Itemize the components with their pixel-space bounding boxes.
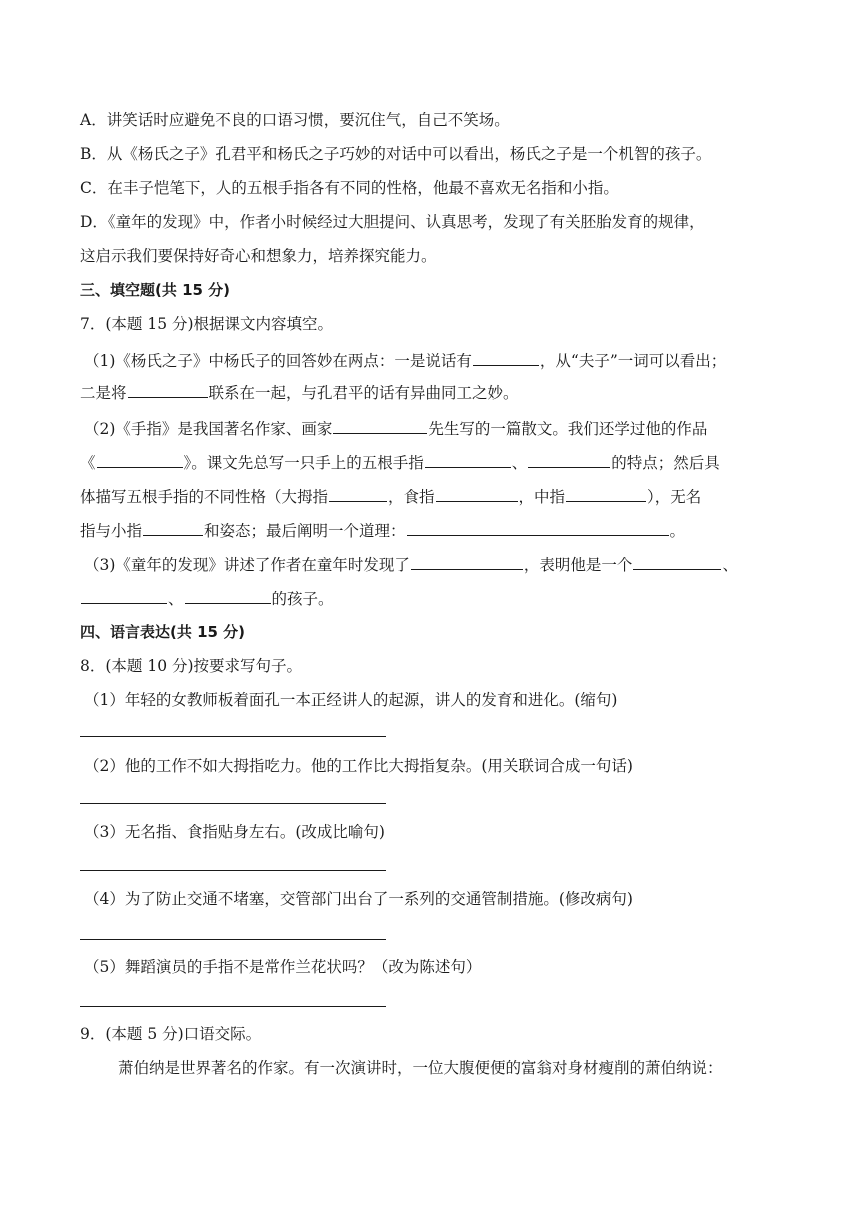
- fill-blank[interactable]: [97, 452, 183, 468]
- section-4-title: 四、语言表达(共 15 分): [80, 623, 246, 641]
- fill-blank[interactable]: [329, 486, 387, 502]
- q8-item-4: （4）为了防止交通不堵塞，交管部门出台了一系列的交通管制措施。(修改病句): [84, 890, 633, 908]
- q7-part2-line4: 指与小指 和姿态；最后阐明一个道理： 。: [80, 522, 686, 540]
- q7-part2-line2: 《 》。课文先总写一只手上的五根手指 、 的特点；然后具: [80, 454, 720, 472]
- option-b: B．从《杨氏之子》孔君平和杨氏之子巧妙的对话中可以看出，杨氏之子是一个机智的孩子。: [80, 145, 712, 163]
- fill-blank[interactable]: [81, 588, 167, 604]
- fill-blank[interactable]: [333, 418, 427, 434]
- q8-item-5: （5）舞蹈演员的手指不是常作兰花状吗？（改为陈述句）: [84, 958, 482, 976]
- q7-part1-line2: 二是将 联系在一起，与孔君平的话有异曲同工之妙。: [80, 384, 519, 402]
- q8-item-1: （1）年轻的女教师板着面孔一本正经讲人的起源，讲人的发育和进化。(缩句): [84, 691, 618, 709]
- q7-part3-line2: 、 的孩子。: [80, 588, 334, 609]
- q7-part3-line1: （3)《童年的发现》讲述了作者在童年时发现了 ，表明他是一个 、: [84, 556, 738, 574]
- q8-item-3: （3）无名指、食指贴身左右。(改成比喻句): [84, 823, 385, 841]
- answer-line[interactable]: [80, 803, 386, 804]
- question-9-title: 9．(本题 5 分)口语交际。: [80, 1025, 262, 1043]
- question-8-title: 8．(本题 10 分)按要求写句子。: [80, 657, 303, 675]
- q7-part2-line3: 体描写五根手指的不同性格（大拇指 ，食指 ，中指 ），无名: [80, 488, 702, 506]
- fill-blank[interactable]: [566, 486, 646, 502]
- fill-blank[interactable]: [425, 452, 511, 468]
- question-7-title: 7．(本题 15 分)根据课文内容填空。: [80, 315, 334, 333]
- option-a: A．讲笑话时应避免不良的口语习惯，要沉住气，自己不笑场。: [80, 111, 510, 129]
- q8-item-2: （2）他的工作不如大拇指吃力。他的工作比大拇指复杂。(用关联词合成一句话): [84, 757, 633, 775]
- fill-blank[interactable]: [473, 350, 539, 366]
- option-d-line2: 这启示我们要保持好奇心和想象力，培养探究能力。: [80, 247, 437, 265]
- fill-blank[interactable]: [185, 588, 271, 604]
- fill-blank[interactable]: [407, 520, 669, 536]
- fill-blank[interactable]: [528, 452, 610, 468]
- fill-blank[interactable]: [128, 382, 208, 398]
- fill-blank[interactable]: [411, 554, 523, 570]
- answer-line[interactable]: [80, 939, 386, 940]
- question-9-text: 萧伯纳是世界著名的作家。有一次演讲时，一位大腹便便的富翁对身材瘦削的萧伯纳说：: [118, 1059, 723, 1077]
- answer-line[interactable]: [80, 1006, 386, 1007]
- option-c: C．在丰子恺笔下，人的五根手指各有不同的性格，他最不喜欢无名指和小指。: [80, 179, 619, 197]
- answer-line[interactable]: [80, 736, 386, 737]
- q7-part2-line1: （2)《手指》是我国著名作家、画家 先生写的一篇散文。我们还学过他的作品: [84, 420, 708, 438]
- fill-blank[interactable]: [436, 486, 518, 502]
- fill-blank[interactable]: [143, 520, 203, 536]
- fill-blank[interactable]: [633, 554, 721, 570]
- section-3-title: 三、填空题(共 15 分): [80, 281, 231, 299]
- option-d-line1: D．《童年的发现》中，作者小时候经过大胆提问、认真思考，发现了有关胚胎发育的规律，: [80, 213, 705, 231]
- answer-line[interactable]: [80, 870, 386, 871]
- q7-part1-line1: （1)《杨氏之子》中杨氏子的回答妙在两点：一是说话有 ，从“夫子”一词可以看出；: [84, 352, 727, 370]
